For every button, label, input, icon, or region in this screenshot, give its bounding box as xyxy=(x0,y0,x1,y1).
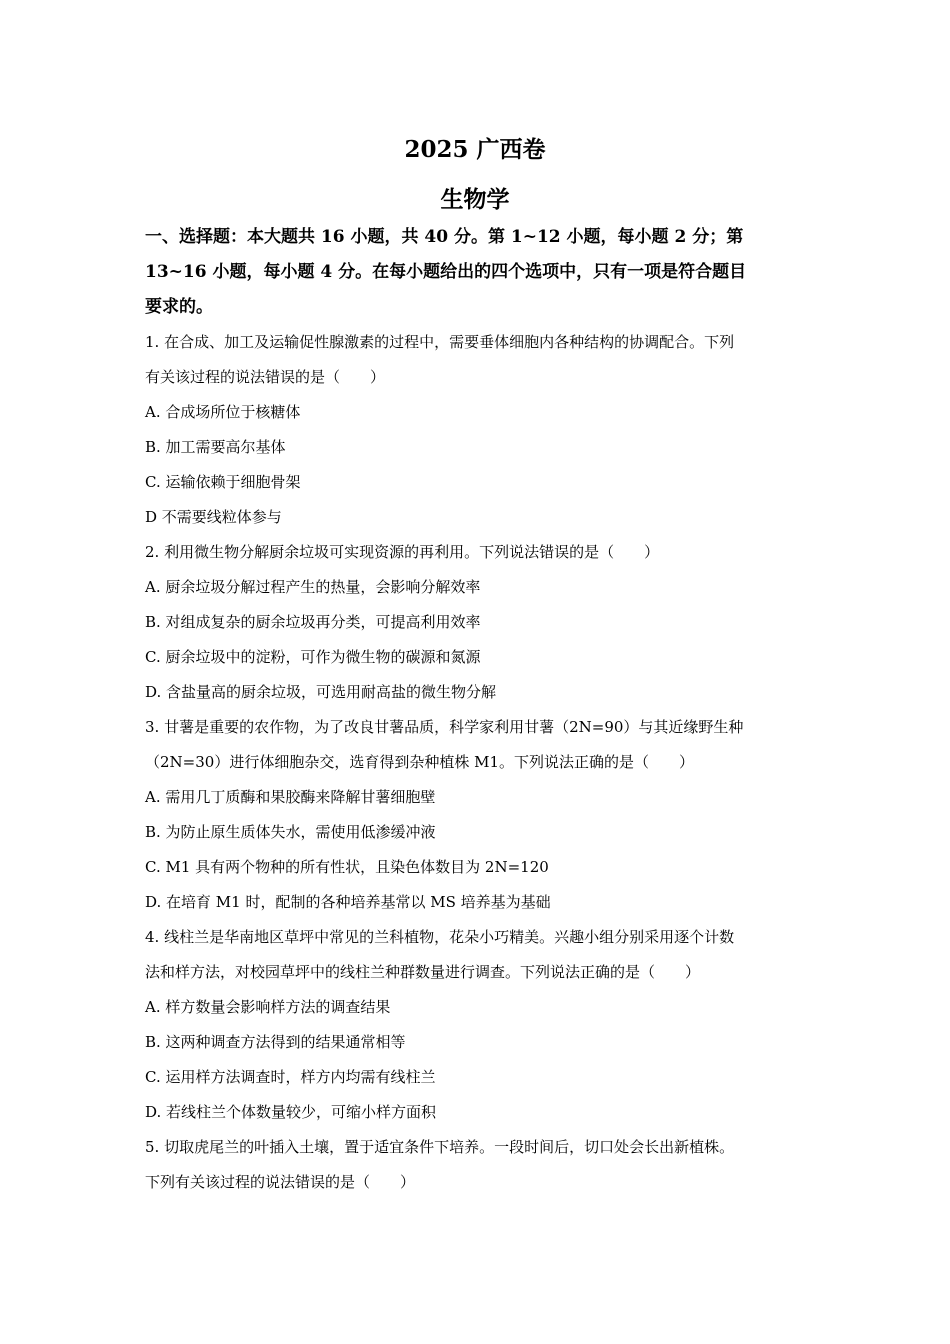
question-stem-line: 1. 在合成、加工及运输促性腺激素的过程中，需要垂体细胞内各种结构的协调配合。下列 xyxy=(145,333,735,351)
question-4 xyxy=(145,920,805,1130)
question-stem-line: 2. 利用微生物分解厨余垃圾可实现资源的再利用。下列说法错误的是（ ） xyxy=(145,543,660,561)
answer-option: A. 需用几丁质酶和果胶酶来降解甘薯细胞壁 xyxy=(145,788,436,806)
question-3 xyxy=(145,710,805,920)
answer-option: C. 运输依赖于细胞骨架 xyxy=(145,473,301,491)
question-stem-line: 3. 甘薯是重要的农作物，为了改良甘薯品质，科学家利用甘薯（2N=90）与其近缘野生种 xyxy=(145,718,744,736)
question-stem-line: 5. 切取虎尾兰的叶插入土壤，置于适宜条件下培养。一段时间后，切口处会长出新植株。 xyxy=(145,1138,735,1156)
answer-option: A. 样方数量会影响样方法的调查结果 xyxy=(145,998,391,1016)
section-heading-line: 一、选择题：本大题共 16 小题，共 40 分。第 1~12 小题，每小题 2 分；第 xyxy=(145,227,744,247)
section-heading-line: 13~16 小题，每小题 4 分。在每小题给出的四个选项中，只有一项是符合题目 xyxy=(145,262,747,282)
answer-option: C. 厨余垃圾中的淀粉，可作为微生物的碳源和氮源 xyxy=(145,648,481,666)
subject-title: 生物学 xyxy=(440,186,510,213)
answer-option: B. 这两种调查方法得到的结果通常相等 xyxy=(145,1033,406,1051)
answer-option: D 不需要线粒体参与 xyxy=(145,508,282,526)
exam-title: 2025 广西卷 xyxy=(404,136,546,163)
answer-option: A. 合成场所位于核糖体 xyxy=(145,403,301,421)
answer-option: C. M1 具有两个物种的所有性状，且染色体数目为 2N=120 xyxy=(145,858,549,876)
question-stem-line: 4. 线柱兰是华南地区草坪中常见的兰科植物，花朵小巧精美。兴趣小组分别采用逐个计数 xyxy=(145,928,735,946)
answer-option: D. 在培育 M1 时，配制的各种培养基常以 MS 培养基为基础 xyxy=(145,893,551,911)
answer-option: B. 对组成复杂的厨余垃圾再分类，可提高利用效率 xyxy=(145,613,481,631)
section-heading-line: 要求的。 xyxy=(145,297,213,317)
section-heading xyxy=(145,220,805,325)
question-stem-line: 有关该过程的说法错误的是（ ） xyxy=(145,368,386,386)
answer-option: D. 若线柱兰个体数量较少，可缩小样方面积 xyxy=(145,1103,437,1121)
answer-option: B. 加工需要高尔基体 xyxy=(145,438,286,456)
answer-option: C. 运用样方法调查时，样方内均需有线柱兰 xyxy=(145,1068,436,1086)
question-stem-line: 下列有关该过程的说法错误的是（ ） xyxy=(145,1173,416,1191)
answer-option: D. 含盐量高的厨余垃圾，可选用耐高盐的微生物分解 xyxy=(145,683,497,701)
answer-option: B. 为防止原生质体失水，需使用低渗缓冲液 xyxy=(145,823,436,841)
question-stem-line: 法和样方法，对校园草坪中的线柱兰种群数量进行调查。下列说法正确的是（ ） xyxy=(145,963,701,981)
answer-option: A. 厨余垃圾分解过程产生的热量，会影响分解效率 xyxy=(145,578,481,596)
question-2 xyxy=(145,535,805,710)
question-stem-line: （2N=30）进行体细胞杂交，选育得到杂种植株 M1。下列说法正确的是（ ） xyxy=(145,753,694,771)
exam-content xyxy=(145,220,805,1200)
question-1 xyxy=(145,325,805,535)
question-5 xyxy=(145,1130,805,1200)
